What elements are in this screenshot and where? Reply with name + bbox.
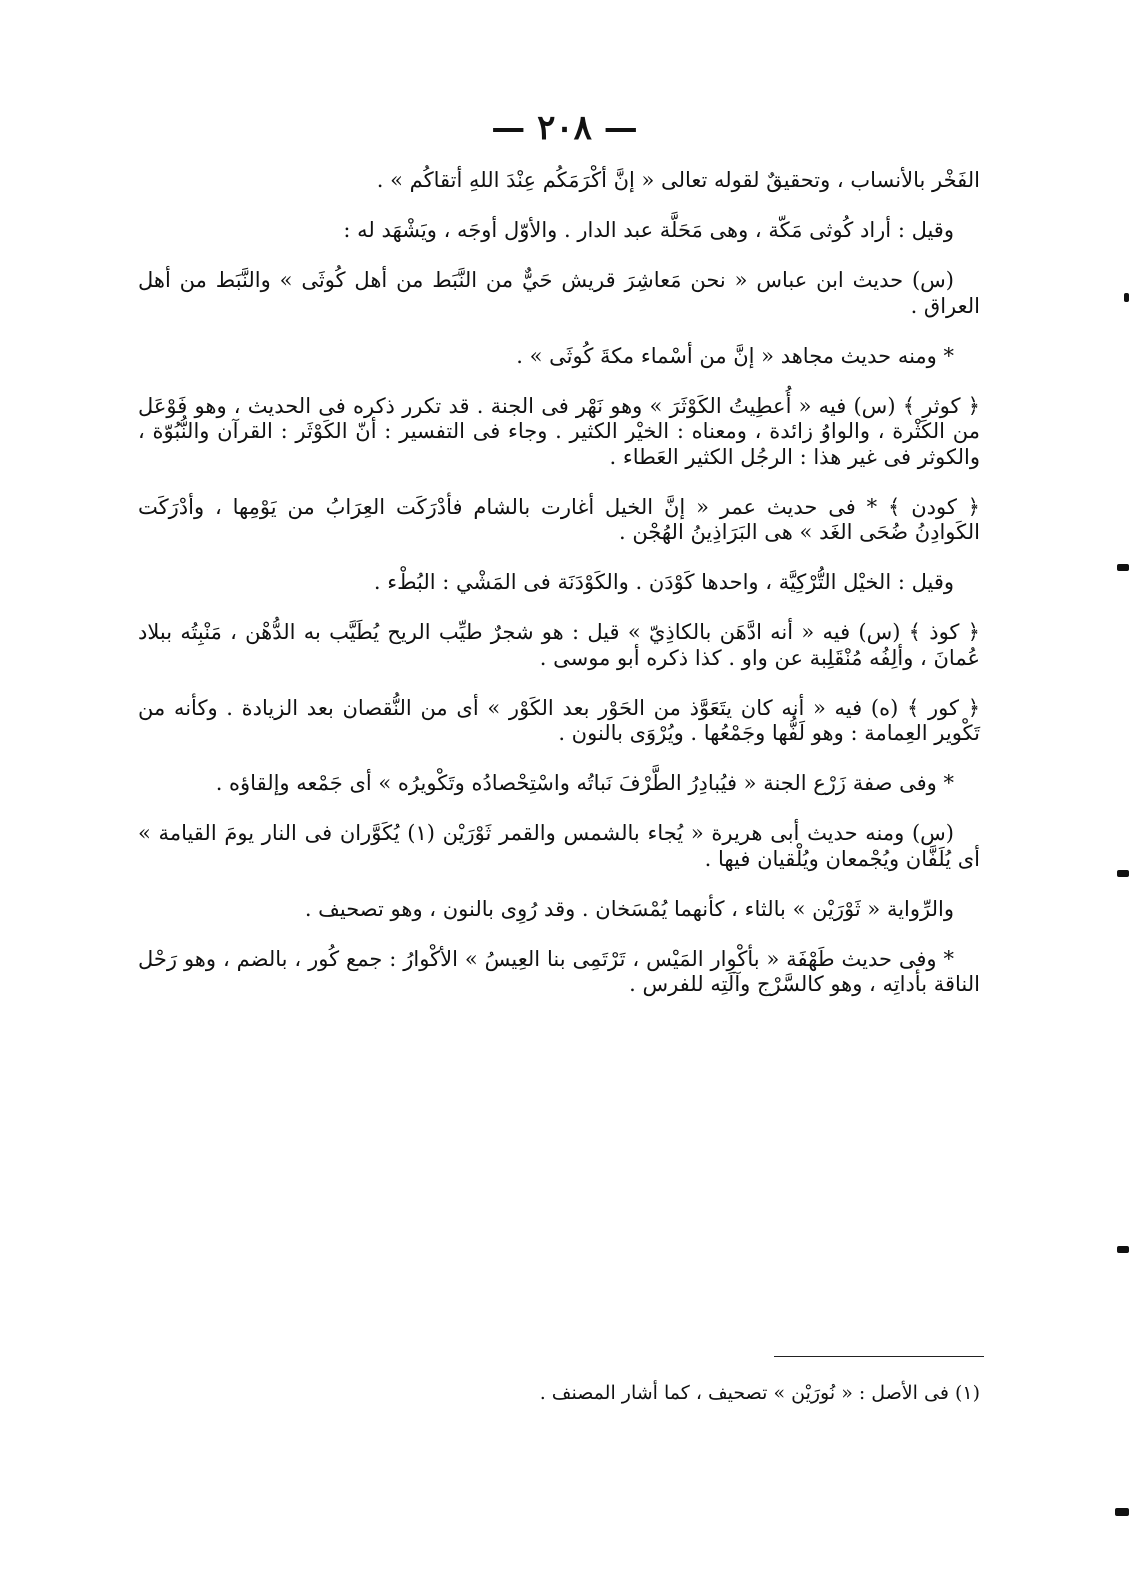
entry-kawr: ﴿ كور ﴾ (ه) فيه « أنه كان يتَعَوَّذ من الحَوْر بعد الكَوْر » أى من النُّقصان بعد الزيادة . وكأنه من تَكْوير العِمامة : وهو لَفُّها وجَمْعُها . ويُرْوَى بالنون .: [138, 695, 980, 745]
entry-kawthar: ﴿ كوثر ﴾ (س) فيه « أُعطِيتُ الكَوْثَرَ » وهو نَهْر فى الجنة . قد تكرر ذكره فى الحديث ، وهو فَوْعَل من الكَثْرة ، والواوُ زائدة ، ومعناه : الخيْر الكثير . وجاء فى التفسير : أنّ الكَوْثَر : القرآن والنُّبُوّة ، والكوثر فى غير هذا : الرجُل الكثير العَطاء .: [138, 393, 980, 469]
paragraph: (س) حديث ابن عباس « نحن مَعاشِرَ قريش حَيٌّ من النَّبَط من أهل كُوثَى » والنَّبَط من أهل العراق .: [138, 268, 980, 318]
paragraph: * وفى صفة زَرْع الجنة « فيُبادِرُ الطَّرْفَ نَباتُه واسْتِحْصادُه وتَكْويرُه » أى جَمْعه وإلقاؤه .: [215, 771, 954, 795]
paragraph: وقيل : أراد كُوثى مَكّة ، وهى مَحَلَّة عبد الدار . والأوّل أوجَه ، ويَشْهَد له :: [343, 218, 954, 242]
paragraph: والرِّواية « ثَوْرَيْن » بالثاء ، كأنهما يُمْسَخان . وقد رُوِى بالنون ، وهو تصحيف .: [304, 896, 954, 921]
footnote: (١) فى الأصل : « نُورَيْن » تصحيف ، كما أشار المصنف .: [539, 1382, 980, 1404]
footnote-divider: [774, 1356, 984, 1357]
entry-kawdh: ﴿ كوذ ﴾ (س) فيه « أنه ادَّهَن بالكاذِيّ » قيل : هو شجرٌ طيِّب الريح يُطَيَّب به الدُّهْن ، مَنْبِتُه ببلاد عُمانَ ، وألِفُه مُنْقَلِبة عن واو . كذا ذكره أبو موسى .: [138, 620, 980, 670]
paragraph: (س) ومنه حديث أبى هريرة « يُجاء بالشمس والقمر ثَوْرَيْن (١) يُكَوَّران فى النار يومَ القيامة » أى يُلَفَّان ويُجْمعان ويُلْقيان فيها .: [138, 821, 980, 871]
page-number: — ٢٠٨ —: [491, 108, 638, 148]
main-text: [138, 168, 980, 1022]
paragraph: * ومنه حديث مجاهد « إنَّ من أسْماء مكةَ كُوثَى » .: [516, 343, 954, 368]
paragraph: الفَخْر بالأنساب ، وتحقيقٌ لقوله تعالى « إنَّ أكْرَمَكُم عِنْدَ اللهِ أتقاكُم » .: [376, 168, 980, 192]
scan-edge-mark: [1117, 564, 1129, 571]
scan-edge-mark: [1124, 293, 1129, 302]
scan-edge-mark: [1115, 1508, 1129, 1516]
entry-kawdan: ﴿ كودن ﴾ * فى حديث عمر « إنَّ الخيل أغارت بالشام فأدْرَكَت العِرَابُ من يَوْمِها ، وأدْرَكَت الكَوادِنُ ضُحَى الغَد » هى البَرَاذِينُ الهُجْن .: [138, 494, 980, 544]
paragraph: * وفى حديث طَهْفَة « بأكْوار المَيْس ، تَرْتَمِى بنا العِيسُ » الأكْوارُ : جمع كُور ، بالضم ، وهو رَحْل الناقة بأداتِه ، وهو كالسَّرْج وآلَتِه للفرس .: [138, 946, 980, 996]
scan-edge-mark: [1117, 870, 1129, 877]
paragraph: وقيل : الخيْل التُّرْكِيَّة ، واحدها كَوْدَن . والكَوْدَنَة فى المَشْي : البُطْء .: [373, 570, 954, 594]
scan-edge-mark: [1117, 1246, 1129, 1253]
